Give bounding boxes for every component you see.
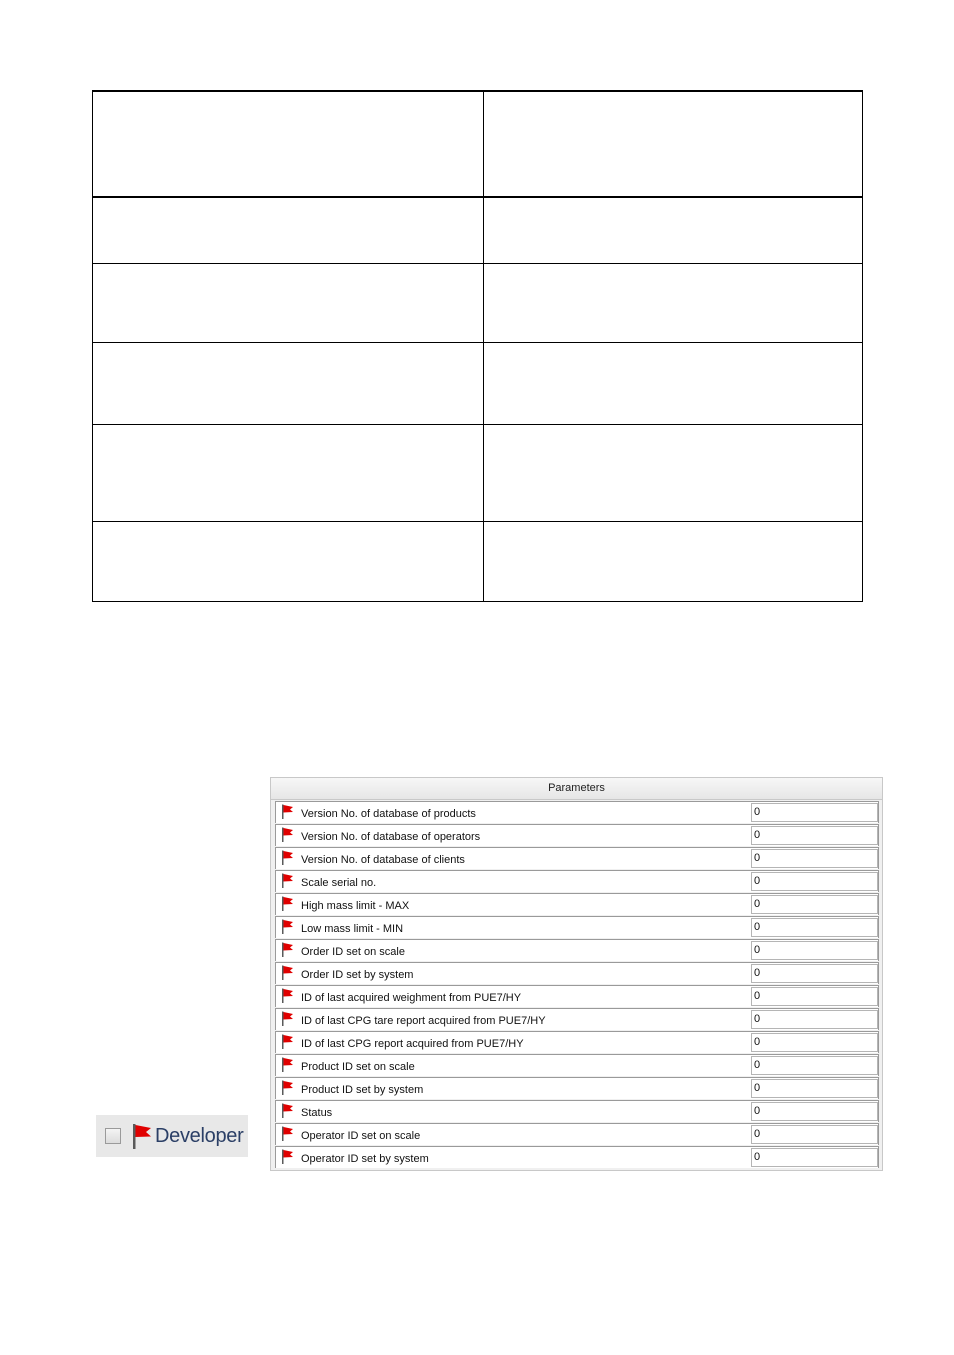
- parameter-row: [275, 1146, 879, 1168]
- parameter-row: [275, 870, 879, 892]
- table-cell: [484, 425, 863, 522]
- flag-icon: [281, 988, 294, 1003]
- parameter-label: Version No. of database of operators: [301, 831, 481, 843]
- flag-icon: [281, 1057, 294, 1072]
- parameter-value-field[interactable]: 0: [751, 1148, 878, 1167]
- flag-icon: [281, 965, 294, 980]
- table-cell: [484, 197, 863, 264]
- table-cell: [93, 343, 484, 425]
- parameter-row: [275, 1123, 879, 1145]
- parameter-row: [275, 824, 879, 846]
- parameters-panel: [270, 777, 883, 1171]
- parameter-label: Operator ID set by system: [301, 1153, 429, 1165]
- parameter-value-field[interactable]: 0: [751, 918, 878, 937]
- parameter-value-field[interactable]: 0: [751, 1033, 878, 1052]
- parameter-value-field[interactable]: 0: [751, 895, 878, 914]
- parameter-label: ID of last CPG tare report acquired from PUE7/HY: [301, 1015, 546, 1027]
- table-cell: [484, 91, 863, 197]
- parameter-value-field[interactable]: 0: [751, 803, 878, 822]
- parameter-label: Low mass limit - MIN: [301, 923, 404, 935]
- parameter-row: [275, 916, 879, 938]
- table-cell: [93, 197, 484, 264]
- flag-icon: [131, 1123, 153, 1149]
- flag-icon: [281, 827, 294, 842]
- parameter-label: Status: [301, 1107, 333, 1119]
- parameter-row: [275, 893, 879, 915]
- table-cell: [93, 522, 484, 602]
- flag-icon: [281, 1149, 294, 1164]
- parameter-label: High mass limit - MAX: [301, 900, 410, 912]
- parameter-value-field[interactable]: 0: [751, 1125, 878, 1144]
- table-cell: [484, 343, 863, 425]
- parameter-label: Version No. of database of clients: [301, 854, 465, 866]
- flag-icon: [281, 942, 294, 957]
- parameter-row: [275, 985, 879, 1007]
- parameter-label: Product ID set on scale: [301, 1061, 415, 1073]
- parameter-value-field[interactable]: 0: [751, 964, 878, 983]
- parameter-row: [275, 1077, 879, 1099]
- parameter-value-field[interactable]: 0: [751, 1102, 878, 1121]
- parameter-value-field[interactable]: 0: [751, 826, 878, 845]
- parameter-row: [275, 847, 879, 869]
- flag-icon: [281, 1080, 294, 1095]
- flag-icon: [281, 896, 294, 911]
- parameter-row: [275, 1100, 879, 1122]
- parameter-label: Version No. of database of products: [301, 808, 476, 820]
- empty-table: [92, 90, 863, 602]
- parameter-label: ID of last acquired weighment from PUE7/HY: [301, 992, 522, 1004]
- developer-checkbox[interactable]: [105, 1128, 121, 1144]
- flag-icon: [281, 850, 294, 865]
- flag-icon: [281, 1126, 294, 1141]
- parameter-label: Order ID set by system: [301, 969, 414, 981]
- flag-icon: [281, 804, 294, 819]
- table-cell: [93, 264, 484, 343]
- parameters-title: Parameters: [271, 778, 882, 800]
- table-cell: [484, 522, 863, 602]
- parameter-label: Operator ID set on scale: [301, 1130, 421, 1142]
- developer-toggle[interactable]: [96, 1115, 248, 1157]
- parameter-row: [275, 1008, 879, 1030]
- parameter-value-field[interactable]: 0: [751, 1056, 878, 1075]
- table-cell: [484, 264, 863, 343]
- developer-label: Developer: [155, 1124, 244, 1147]
- parameter-value-field[interactable]: 0: [751, 1079, 878, 1098]
- parameter-value-field[interactable]: 0: [751, 849, 878, 868]
- parameter-row: [275, 1031, 879, 1053]
- flag-icon: [281, 873, 294, 888]
- parameter-row: [275, 962, 879, 984]
- parameter-label: ID of last CPG report acquired from PUE7/HY: [301, 1038, 524, 1050]
- parameter-label: Product ID set by system: [301, 1084, 424, 1096]
- parameter-row: [275, 801, 879, 823]
- parameter-row: [275, 1054, 879, 1076]
- parameter-value-field[interactable]: 0: [751, 872, 878, 891]
- parameter-value-field[interactable]: 0: [751, 941, 878, 960]
- parameter-value-field[interactable]: 0: [751, 987, 878, 1006]
- flag-icon: [281, 919, 294, 934]
- flag-icon: [281, 1034, 294, 1049]
- parameters-list: [275, 801, 879, 1169]
- parameter-value-field[interactable]: 0: [751, 1010, 878, 1029]
- parameter-row: [275, 939, 879, 961]
- table-cell: [93, 425, 484, 522]
- flag-icon: [281, 1103, 294, 1118]
- table-cell: [93, 91, 484, 197]
- parameter-label: Order ID set on scale: [301, 946, 405, 958]
- parameter-label: Scale serial no.: [301, 877, 377, 889]
- flag-icon: [281, 1011, 294, 1026]
